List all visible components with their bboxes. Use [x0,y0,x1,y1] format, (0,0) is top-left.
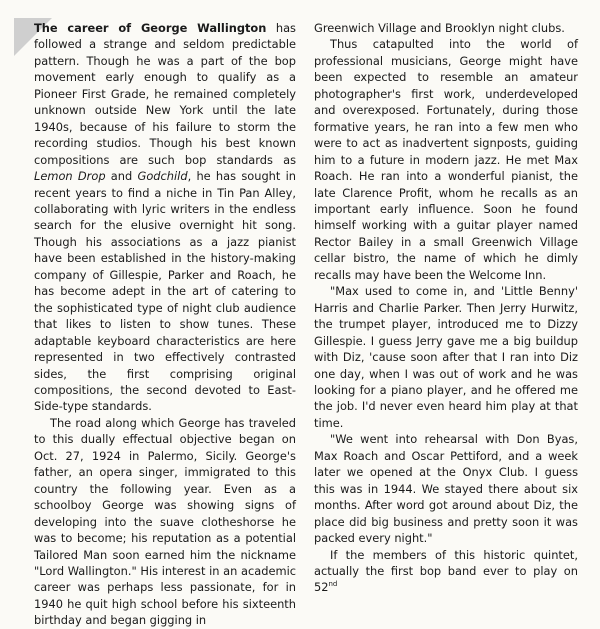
paragraph: Greenwich Village and Brooklyn night clubs. [314,21,565,35]
paragraph [314,547,578,596]
paragraph: Thus catapulted into the world of professional musicians, George might have been expected to resemble an amateur photographer's first work, underdeveloped and overexposed. Fortunately, during those formative years, he ran into a few men who were to act as inadvertent signposts, guiding him to a future in modern jazz. He met Max Roach. He ran into a wonderful pianist, the late Clarence Profit, whom he recalls as an important early influence. Soon he found himself working with a guitar player named Rector Bailey in a small Greenwich Village cellar bistro, the name of which he dimly recalls may have been the Welcome Inn. [314,37,578,282]
right-column [314,20,578,596]
song-title: Lemon Drop [34,169,106,184]
paragraph-text: , he has sought in recent years to find a niche in Tin Pan Alley, collaborating with lyric writers in the endless search for the elusive overnight hit song. Though his associations as a jazz pianist have been established in the history-making company of Gillespie, Parker and Roach, he has become adept in the art of catering to the sophisticated type of night club audience that likes to listen to show tunes. These adaptable keyboard characteristics are here represented in two effectively contrasted sides, the first comprising original compositions, the second devoted to East-Side-type standards. [34,169,297,414]
paragraph: "Max used to come in, and 'Little Benny' Harris and Charlie Parker. Then Jerry Hurwitz, the trumpet player, introduced me to Dizzy Gillespie. I guess Jerry gave me a big buildup with Diz, 'cause soon after that I ran into Diz one day, when I was out of work and he was looking for a piano player, and he offered me the job. I'd never even heard him play at that time. [314,284,578,430]
left-column [34,20,296,629]
paragraph: "We went into rehearsal with Don Byas, Max Roach and Oscar Pettiford, and a week later we opened at the Onyx Club. I guess this was in 1944. We stayed there about six months. After word got around about Diz, the place did big business and pretty soon it was packed every night." [314,432,578,546]
paragraph-text: has followed a strange and seldom predictable pattern. Though he was a part of the bop movement early enough to qualify as a Pioneer First Grade, he remained completely unknown outside New York until the late 1940s, because of his failure to storm the recording studios. Though his best known compositions are such bop standards as [34,21,296,167]
paragraph [34,20,296,415]
paragraph-text: If the members of this historic quintet, actually the first bop band ever to play on 52 [314,547,578,595]
ordinal-suffix: nd [328,580,338,589]
paragraph: The road along which George has traveled to this dually effectual objective began on Oct. 27, 1924 in Palermo, Sicily. George's father, an opera singer, immigrated to this country the following year. Even as a schoolboy George was showing signs of developing into the suave clotheshorse he was to become; his reputation as a potential Tailored Man soon earned him the nickname "Lord Wallington." His interest in an academic career was perhaps less passionate, for in 1940 he quit high school before his sixteenth birthday and began gigging in [34,415,296,628]
song-title: Godchild [137,169,188,184]
lead-in: The career of George Wallington [34,21,267,35]
paragraph-text: and [105,169,138,184]
